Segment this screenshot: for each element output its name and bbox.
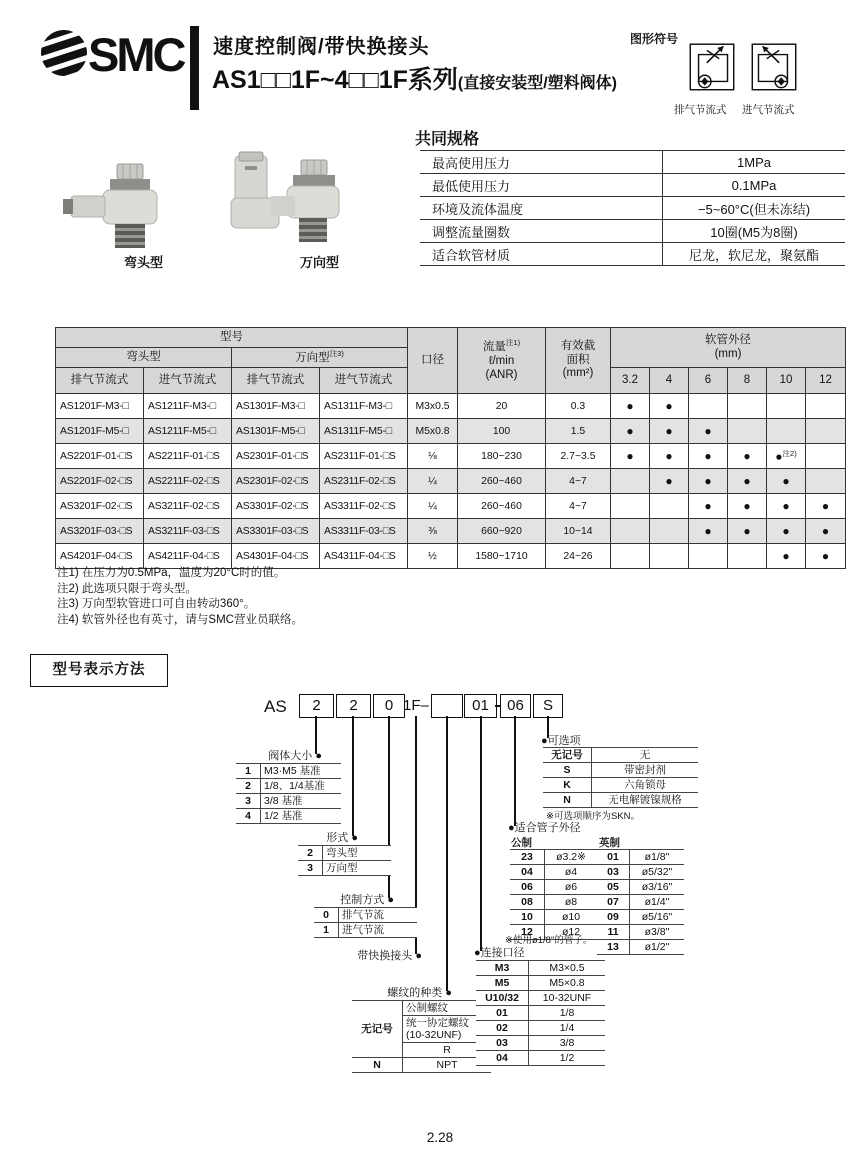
connector-line xyxy=(514,716,516,826)
table-row: 1 进气节流 xyxy=(314,923,417,938)
flow-cell: 20 xyxy=(458,394,546,419)
header-tube-size: 8 xyxy=(728,368,767,394)
availability-dot: ● xyxy=(743,524,751,538)
model-number-cell: AS1311F-M5-□ xyxy=(320,419,408,444)
model-number-cell: AS3311F-02-□S xyxy=(320,494,408,519)
table-row: 最低使用压力 0.1MPa xyxy=(420,174,845,197)
tube-size-dot-cell xyxy=(806,444,846,469)
common-spec-table xyxy=(420,150,845,266)
availability-dot: ● xyxy=(665,449,673,463)
title-divider-bar xyxy=(190,26,199,110)
table-row: 无记号 无 xyxy=(543,748,698,763)
header-tube-size: 6 xyxy=(689,368,728,394)
table-row: 01 ø1/8" xyxy=(597,850,684,865)
metric-note: ※使用ø1/8"的管子。 xyxy=(505,935,593,946)
tube-size-dot-cell xyxy=(611,394,650,419)
tube-od-label: ●适合管子外径 xyxy=(508,822,581,834)
port-size-label: ●连接口径 xyxy=(474,947,525,959)
availability-dot: ● xyxy=(821,549,830,563)
model-number-cell: AS3211F-02-□S xyxy=(144,494,232,519)
series-title xyxy=(212,60,617,96)
tube-size-dot-cell xyxy=(650,519,689,544)
smc-logo xyxy=(38,22,188,84)
header-tube-size: 12 xyxy=(806,368,846,394)
footnote-2: 注2) 此选项只限于弯头型。 xyxy=(57,582,197,595)
code-mid-text: 1F– xyxy=(403,697,429,714)
header-tube-size: 3.2 xyxy=(611,368,650,394)
header-flow: 流量$^{注1)}$ ℓ/min (ANR) xyxy=(458,328,546,394)
table-row: 13 ø1/2" xyxy=(597,940,684,955)
model-number-cell: AS4201F-04-□S xyxy=(56,544,144,569)
table-row: K 六角锁母 xyxy=(543,778,698,793)
model-row xyxy=(56,444,846,469)
model-table xyxy=(55,327,846,569)
code-box-thread xyxy=(431,694,463,718)
inch-label: 英制 xyxy=(599,837,620,849)
table-row: N 无电解镀镍规格 xyxy=(543,793,698,808)
graphic-symbol-label: 图形符号 xyxy=(630,32,679,46)
tube-size-dot-cell xyxy=(650,444,689,469)
tube-size-dot-cell xyxy=(611,469,650,494)
header-model: 型号 xyxy=(56,328,408,348)
code-box-port: 01 xyxy=(464,694,497,718)
header-tube-size: 10 xyxy=(767,368,806,394)
control-table xyxy=(314,907,417,938)
table-row: 3 万向型 xyxy=(298,861,391,876)
page-number: 2.28 xyxy=(426,1130,454,1145)
model-number-cell: AS1201F-M5-□ xyxy=(56,419,144,444)
port-cell: M5x0.8 xyxy=(408,419,458,444)
tube-od-inch-table xyxy=(597,849,684,955)
availability-dot: ● xyxy=(665,474,673,488)
availability-dot: ● xyxy=(821,499,830,513)
table-row: 11 ø3/8" xyxy=(597,925,684,940)
availability-dot: ● xyxy=(782,499,790,513)
tube-size-dot-cell xyxy=(611,494,650,519)
table-row: 3 3/8 基准 xyxy=(236,794,341,809)
type-label: 形式 ● xyxy=(326,832,358,844)
tube-size-dot-cell xyxy=(767,444,806,469)
table-row: 2 1/8、1/4基准 xyxy=(236,779,341,794)
code-box-control: 0 xyxy=(373,694,405,718)
port-cell: ¼ xyxy=(408,494,458,519)
tube-size-dot-cell xyxy=(650,494,689,519)
common-spec-title: 共同规格 xyxy=(415,131,480,148)
tube-size-dot-cell xyxy=(728,394,767,419)
tube-size-dot-cell xyxy=(767,494,806,519)
symbol-caption-exhaust: 排气节流式 xyxy=(674,104,727,116)
table-row: 07 ø1/4" xyxy=(597,895,684,910)
tube-size-dot-cell xyxy=(611,519,650,544)
tube-size-dot-cell xyxy=(650,544,689,569)
tube-size-dot-cell xyxy=(728,494,767,519)
area-cell: 24~26 xyxy=(546,544,611,569)
product-photo-elbow xyxy=(55,158,200,266)
model-number-cell: AS2211F-01-□S xyxy=(144,444,232,469)
model-row xyxy=(56,419,846,444)
tube-size-dot-cell xyxy=(689,394,728,419)
table-row: 06 ø6 xyxy=(510,880,597,895)
table-row: 0 排气节流 xyxy=(314,908,417,923)
table-row: 05 ø3/16" xyxy=(597,880,684,895)
table-row: 4 1/2 基准 xyxy=(236,809,341,824)
flow-cell: 1580~1710 xyxy=(458,544,546,569)
table-row: 23 ø3.2※ xyxy=(510,850,597,865)
universal-type-label: 万向型 xyxy=(300,255,340,270)
model-number-cell: AS3201F-03-□S xyxy=(56,519,144,544)
port-cell: ¼ xyxy=(408,469,458,494)
tube-size-dot-cell xyxy=(728,469,767,494)
table-row: 02 1/4 xyxy=(476,1021,605,1036)
table-row: M5 M5×0.8 xyxy=(476,976,605,991)
code-box-type: 2 xyxy=(336,694,371,718)
availability-dot: ● xyxy=(743,474,751,488)
model-row xyxy=(56,394,846,419)
tube-size-dot-cell xyxy=(611,444,650,469)
tube-size-dot-cell xyxy=(728,519,767,544)
table-row: 04 1/2 xyxy=(476,1051,605,1066)
header-throttle-style: 排气节流式 xyxy=(56,368,144,394)
table-row: 12 ø12 xyxy=(510,925,597,940)
area-cell: 10~14 xyxy=(546,519,611,544)
table-row: 03 ø5/32" xyxy=(597,865,684,880)
area-cell: 0.3 xyxy=(546,394,611,419)
model-number-cell: AS1211F-M5-□ xyxy=(144,419,232,444)
port-cell: M3x0.5 xyxy=(408,394,458,419)
table-row: S 带密封剂 xyxy=(543,763,698,778)
port-cell: ½ xyxy=(408,544,458,569)
tube-size-dot-cell xyxy=(650,419,689,444)
model-number-cell: AS3211F-03-□S xyxy=(144,519,232,544)
connector-line xyxy=(446,716,448,991)
availability-dot: ● xyxy=(782,549,790,563)
footnote-4: 注4) 软管外径也有英寸，请与SMC营业员联络。 xyxy=(57,613,303,626)
thread-no-mark: 无记号 xyxy=(352,1001,403,1058)
area-cell: 4~7 xyxy=(546,469,611,494)
availability-dot: ● xyxy=(704,449,712,463)
table-row: 调整流量圈数 10圈(M5为8圈) xyxy=(420,220,845,243)
tube-size-dot-cell xyxy=(806,544,846,569)
footnotes xyxy=(57,566,303,628)
series-main: AS1□□1F~4□□1F系列 xyxy=(212,66,458,94)
thread-type-label: 螺纹的种类 ● xyxy=(387,987,452,999)
tube-size-dot-cell xyxy=(806,519,846,544)
table-row: 适合软管材质 尼龙，软尼龙，聚氨酯 xyxy=(420,243,845,266)
code-prefix: AS xyxy=(264,697,287,716)
table-row: M3 M3×0.5 xyxy=(476,961,605,976)
table-row: 最高使用压力 1MPa xyxy=(420,151,845,174)
options-table xyxy=(543,747,698,808)
model-number-cell: AS1211F-M3-□ xyxy=(144,394,232,419)
model-number-cell: AS2301F-01-□S xyxy=(232,444,320,469)
availability-dot: ● xyxy=(665,399,673,413)
tube-size-dot-cell xyxy=(806,394,846,419)
model-number-cell: AS3301F-02-□S xyxy=(232,494,320,519)
table-row: 03 3/8 xyxy=(476,1036,605,1051)
tube-size-dot-cell xyxy=(767,519,806,544)
availability-dot: ● xyxy=(626,399,634,413)
table-row: 环境及流体温度 −5~60°C(但未冻结) xyxy=(420,197,845,220)
options-label: ●可选项 xyxy=(541,735,581,747)
availability-dot: ● xyxy=(743,449,751,463)
connector-line xyxy=(352,716,354,836)
model-row xyxy=(56,494,846,519)
availability-dot: ● xyxy=(782,474,790,488)
model-number-cell: AS4211F-04-□S xyxy=(144,544,232,569)
tube-size-dot-cell xyxy=(689,494,728,519)
area-cell: 1.5 xyxy=(546,419,611,444)
flow-cell: 180~230 xyxy=(458,444,546,469)
svg-text:SMC: SMC xyxy=(88,28,184,81)
tube-size-dot-cell xyxy=(689,419,728,444)
availability-dot: ● xyxy=(821,524,830,538)
header-universal: 万向型$^{注3)}$ xyxy=(232,348,408,368)
tube-size-dot-cell xyxy=(767,394,806,419)
tube-size-dot-cell xyxy=(728,444,767,469)
area-cell: 4~7 xyxy=(546,494,611,519)
table-row: 04 ø4 xyxy=(510,865,597,880)
tube-size-dot-cell xyxy=(689,519,728,544)
flow-cell: 660~920 xyxy=(458,519,546,544)
model-number-cell: AS1201F-M3-□ xyxy=(56,394,144,419)
area-cell: 2.7~3.5 xyxy=(546,444,611,469)
header-tube-od: 软管外径 (mm) xyxy=(611,328,846,368)
symbol-caption-inlet: 进气节流式 xyxy=(742,104,795,116)
code-box-tube: 06 xyxy=(500,694,531,718)
tube-size-dot-cell xyxy=(806,469,846,494)
model-number-cell: AS2311F-01-□S xyxy=(320,444,408,469)
metric-label: 公制 xyxy=(511,837,532,849)
tube-size-dot-cell xyxy=(650,469,689,494)
model-number-cell: AS1301F-M5-□ xyxy=(232,419,320,444)
options-note: ※可选项顺序为SKN。 xyxy=(546,811,640,822)
type-table xyxy=(298,845,391,876)
model-number-cell: AS4311F-04-□S xyxy=(320,544,408,569)
table-row: U10/32 10-32UNF xyxy=(476,991,605,1006)
flow-cell: 100 xyxy=(458,419,546,444)
header-throttle-style: 排气节流式 xyxy=(232,368,320,394)
tube-size-dot-cell xyxy=(767,469,806,494)
model-row xyxy=(56,519,846,544)
model-number-cell: AS3301F-03-□S xyxy=(232,519,320,544)
dot-footnote-ref: 注2) xyxy=(782,449,797,459)
tube-size-dot-cell xyxy=(767,544,806,569)
header-port: 口径 xyxy=(408,328,458,394)
code-box-body-size: 2 xyxy=(299,694,334,718)
availability-dot: ● xyxy=(743,499,751,513)
tube-size-dot-cell xyxy=(689,444,728,469)
availability-dot: ● xyxy=(626,424,634,438)
model-number-cell: AS2301F-02-□S xyxy=(232,469,320,494)
model-number-cell: AS2201F-02-□S xyxy=(56,469,144,494)
model-number-cell: AS3201F-02-□S xyxy=(56,494,144,519)
table-row: 2 弯头型 xyxy=(298,846,391,861)
series-paren: (直接安装型/塑料阀体) xyxy=(457,75,617,92)
availability-dot: ● xyxy=(704,424,712,438)
availability-dot: ● xyxy=(704,474,712,488)
header-elbow: 弯头型 xyxy=(56,348,232,368)
model-code-section-title: 型号表示方法 xyxy=(30,654,168,687)
availability-dot: ● xyxy=(704,499,712,513)
tube-size-dot-cell xyxy=(689,544,728,569)
tube-size-dot-cell xyxy=(650,394,689,419)
control-label: 控制方式 ● xyxy=(340,894,394,906)
elbow-type-label: 弯头型 xyxy=(124,255,164,270)
tube-size-dot-cell xyxy=(806,494,846,519)
tube-size-dot-cell xyxy=(767,419,806,444)
port-cell: ⅜ xyxy=(408,519,458,544)
model-number-cell: AS4301F-04-□S xyxy=(232,544,320,569)
availability-dot: ● xyxy=(626,449,634,463)
code-box-option: S xyxy=(533,694,563,718)
page-title: 速度控制阀/带快换接头 xyxy=(213,36,430,58)
port-cell: ⅛ xyxy=(408,444,458,469)
body-size-table xyxy=(236,763,341,824)
product-photo-universal xyxy=(205,148,360,266)
tube-size-dot-cell xyxy=(728,544,767,569)
availability-dot: ● xyxy=(704,524,712,538)
thread-type-table: 无记号 公制螺纹 统一协定螺纹 (10-32UNF) R N NPT xyxy=(352,1000,491,1073)
table-row: 10 ø10 xyxy=(510,910,597,925)
inlet-throttle-symbol-icon xyxy=(748,38,800,98)
flow-cell: 260~460 xyxy=(458,494,546,519)
model-number-cell: AS1301F-M3-□ xyxy=(232,394,320,419)
availability-dot: ● xyxy=(665,424,673,438)
tube-od-metric-table xyxy=(510,849,597,940)
table-row: 1 M3·M5 基准 xyxy=(236,764,341,779)
quick-fitting-label: 带快换接头 ● xyxy=(357,950,422,962)
header-throttle-style: 进气节流式 xyxy=(144,368,232,394)
tube-size-dot-cell xyxy=(728,419,767,444)
tube-size-dot-cell xyxy=(611,419,650,444)
connector-line xyxy=(480,716,482,951)
flow-cell: 260~460 xyxy=(458,469,546,494)
table-row: 01 1/8 xyxy=(476,1006,605,1021)
tube-size-dot-cell xyxy=(806,419,846,444)
header-tube-size: 4 xyxy=(650,368,689,394)
exhaust-throttle-symbol-icon xyxy=(686,38,738,98)
availability-dot: ● xyxy=(775,449,783,464)
model-row xyxy=(56,469,846,494)
model-row xyxy=(56,544,846,569)
footnote-3: 注3) 万向型软管进口可自由转动360°。 xyxy=(57,598,256,610)
header-area: 有效截 面积 (mm²) xyxy=(546,328,611,394)
model-number-cell: AS3311F-03-□S xyxy=(320,519,408,544)
body-size-label: 阀体大小 ● xyxy=(268,750,322,762)
model-number-cell: AS2311F-02-□S xyxy=(320,469,408,494)
availability-dot: ● xyxy=(782,524,790,538)
header-throttle-style: 进气节流式 xyxy=(320,368,408,394)
table-row: 09 ø5/16" xyxy=(597,910,684,925)
table-row: 08 ø8 xyxy=(510,895,597,910)
model-number-cell: AS2211F-02-□S xyxy=(144,469,232,494)
footnote-1: 注1) 在压力为0.5MPa，温度为20°C时的值。 xyxy=(57,567,286,579)
port-size-table xyxy=(476,960,605,1066)
model-number-cell: AS2201F-01-□S xyxy=(56,444,144,469)
tube-size-dot-cell xyxy=(611,544,650,569)
model-number-cell: AS1311F-M3-□ xyxy=(320,394,408,419)
tube-size-dot-cell xyxy=(689,469,728,494)
